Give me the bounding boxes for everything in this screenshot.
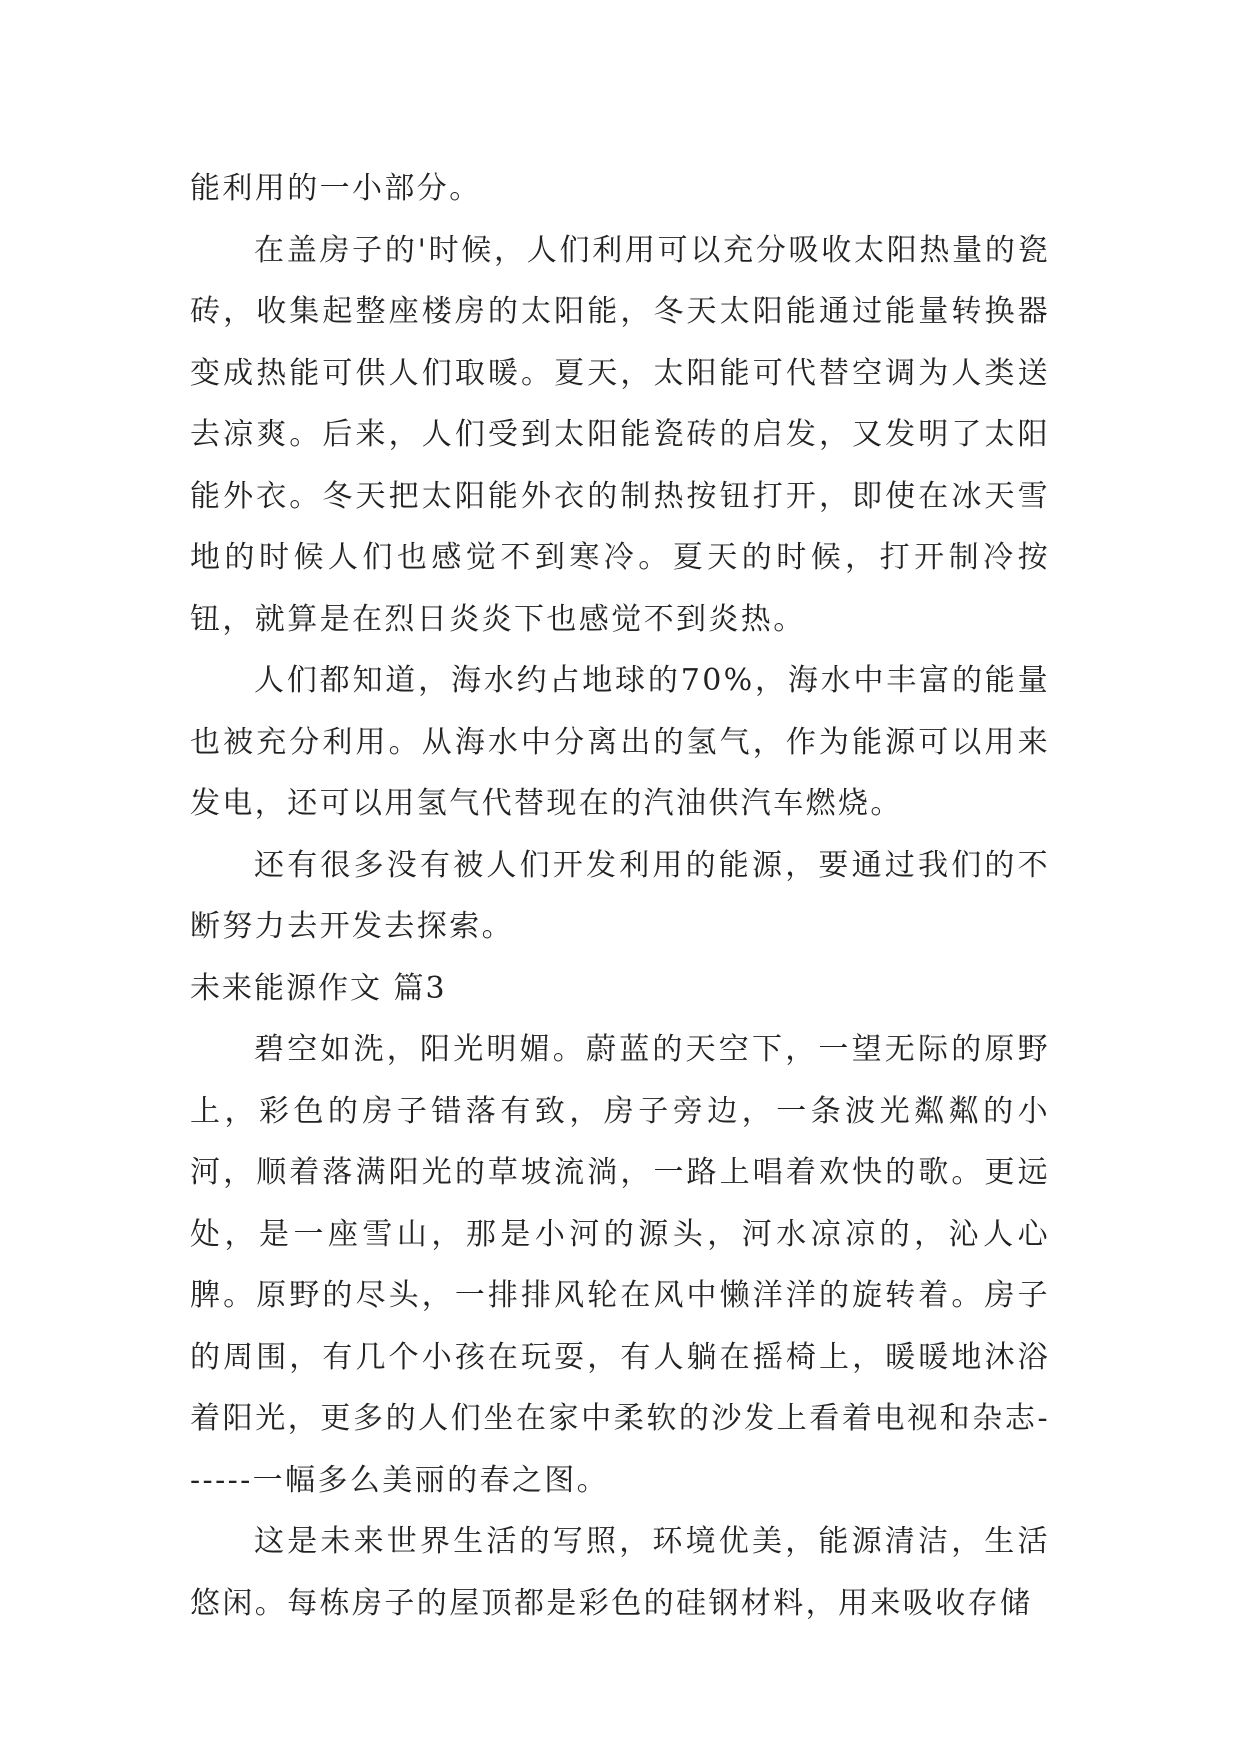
document-body [190,158,1050,1634]
paragraph-scenery: 碧空如洗，阳光明媚。蔚蓝的天空下，一望无际的原野上，彩色的房子错落有致，房子旁边，一条波光粼粼的小河，顺着落满阳光的草坡流淌，一路上唱着欢快的歌。更远处，是一座雪山，那是小河的源头，河水凉凉的，沁人心脾。原野的尽头，一排排风轮在风中懒洋洋的旋转着。房子的周围，有几个小孩在玩耍，有人躺在摇椅上，暖暖地沐浴着阳光，更多的人们坐在家中柔软的沙发上看着电视和杂志------一幅多么美丽的春之图。 [190,1032,1050,1498]
paragraph-continuation: 能利用的一小部分。 [190,171,482,206]
paragraph-solar-tiles: 在盖房子的'时候，人们利用可以充分吸收太阳热量的瓷砖，收集起整座楼房的太阳能，冬天太阳能通过能量转换器变成热能可供人们取暖。夏天，太阳能可代替空调为人类送去凉爽。后来，人们受到太阳能瓷砖的启发，又发明了太阳能外衣。冬天把太阳能外衣的制热按钮打开，即使在冰天雪地的时候人们也感觉不到寒冷。夏天的时候，打开制冷按钮，就算是在烈日炎炎下也感觉不到炎热。 [190,232,1050,637]
section-heading: 未来能源作文 篇3 [190,970,447,1006]
paragraph-explore: 还有很多没有被人们开发利用的能源，要通过我们的不断努力去开发去探索。 [190,847,1050,944]
paragraph-seawater: 人们都知道，海水约占地球的70%，海水中丰富的能量也被充分利用。从海水中分离出的氢气，作为能源可以用来发电，还可以用氢气代替现在的汽油供汽车燃烧。 [190,663,1050,821]
paragraph-future-life: 这是未来世界生活的写照，环境优美，能源清洁，生活悠闲。每栋房子的屋顶都是彩色的硅钢材料，用来吸收存储 [190,1524,1050,1621]
